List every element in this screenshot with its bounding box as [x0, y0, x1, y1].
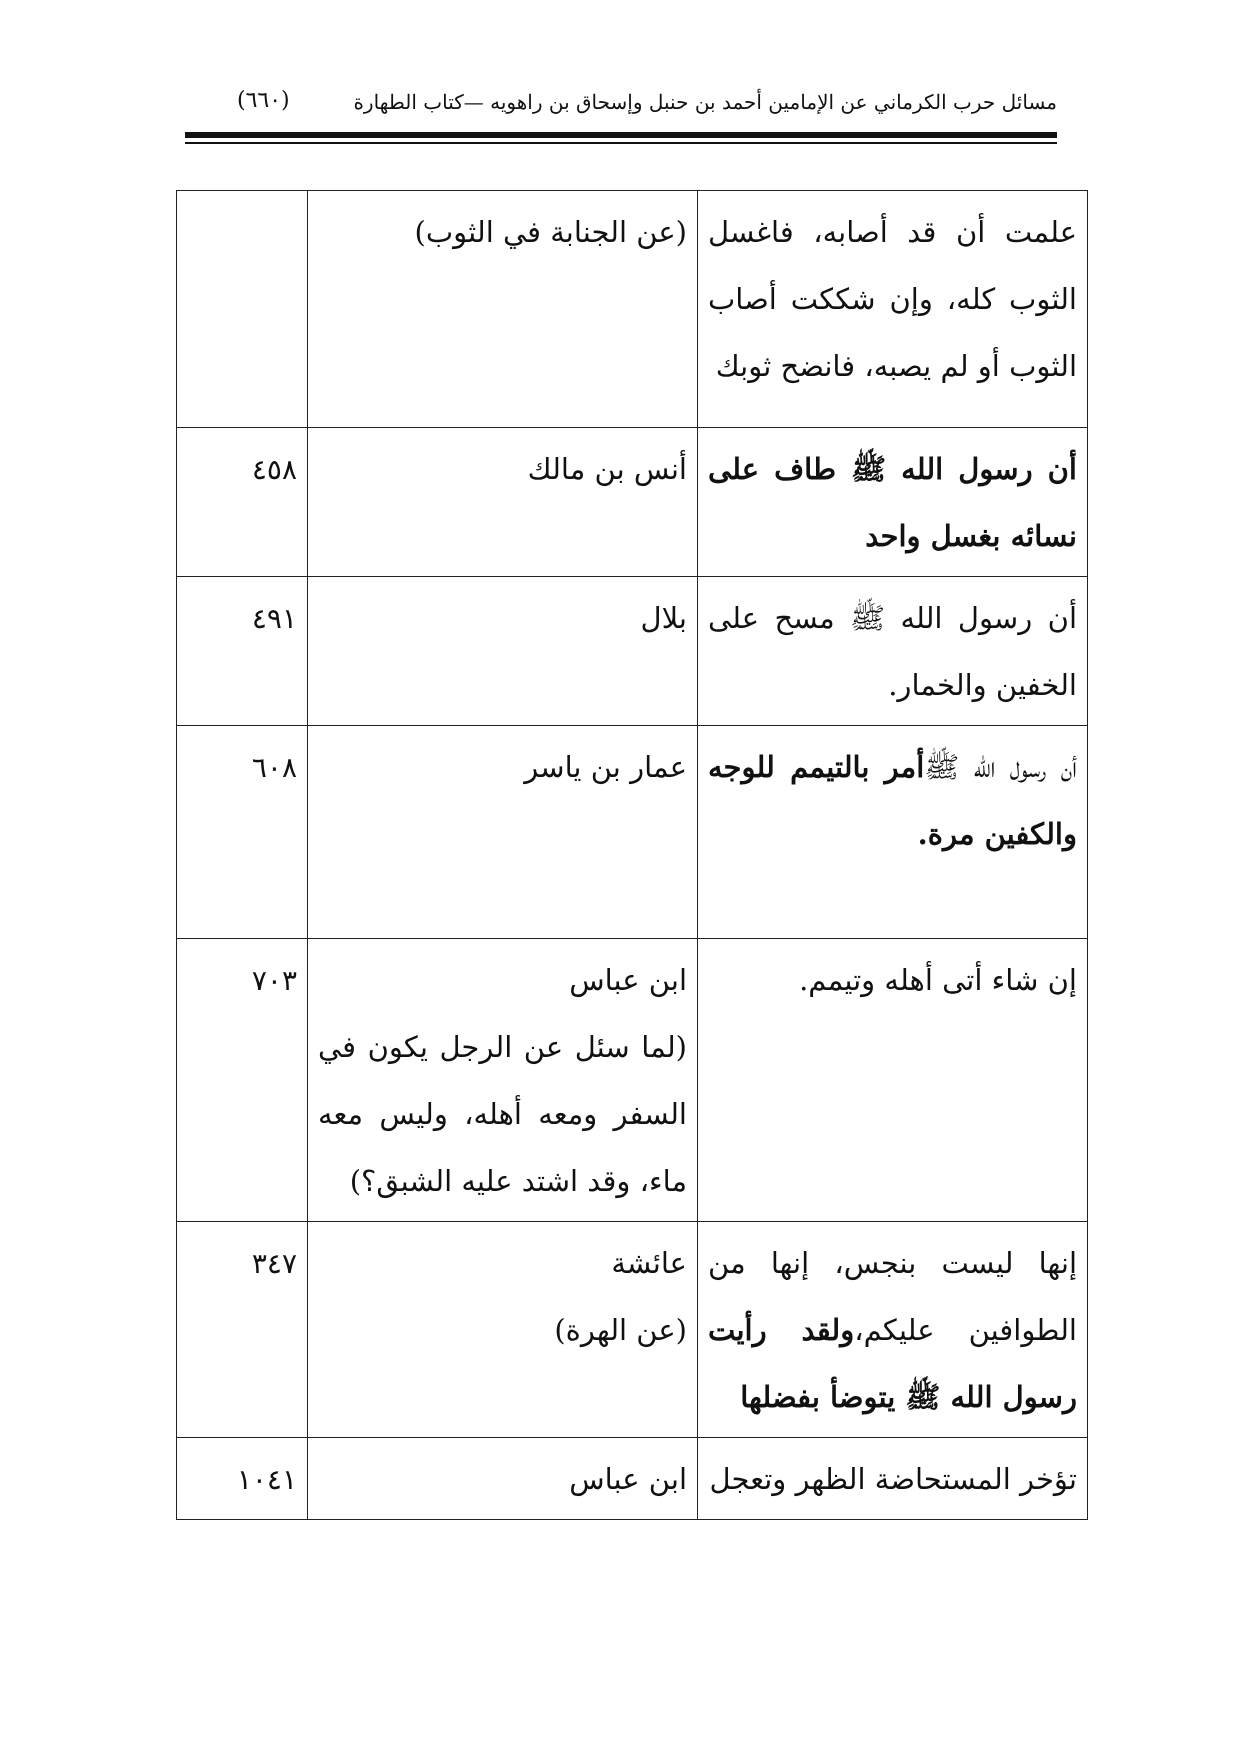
- hadith-text: علمت أن قد أصابه، فاغسل الثوب كله، وإن شككت أصاب الثوب أو لم يصبه، فانضح ثوبك: [708, 215, 1077, 383]
- hadith-text-part: أن رسول الله ﷺ: [924, 750, 1077, 784]
- narrator-cell: [308, 1222, 698, 1438]
- hadith-text: إن شاء أتى أهله وتيمم.: [799, 963, 1077, 997]
- number-cell: [177, 1222, 308, 1438]
- narrator-cell: [308, 939, 698, 1222]
- table-row: [177, 1222, 1088, 1438]
- hadith-text-cell: [698, 726, 1088, 939]
- number-cell: [177, 191, 308, 428]
- hadith-text: أن رسول الله ﷺ طاف على نسائه بغسل واحد: [708, 452, 1077, 553]
- header-rule-thin: [185, 142, 1057, 144]
- hadith-text-cell: [698, 191, 1088, 428]
- narrator-cell: [308, 726, 698, 939]
- hadith-text-cell: [698, 939, 1088, 1222]
- table-row: [177, 428, 1088, 577]
- table-row: [177, 1438, 1088, 1520]
- narrator-name: ابن عباس: [569, 1462, 687, 1496]
- narrator-cell: [308, 191, 698, 428]
- hadith-text: أن رسول الله ﷺ مسح على الخفين والخمار.: [708, 601, 1077, 702]
- hadith-number: ٣٤٧: [251, 1247, 297, 1280]
- hadith-text-part: إنها ليست بنجس، إنها من الطوافين عليكم،: [708, 1246, 1077, 1347]
- hadith-number: ٧٠٣: [251, 964, 297, 997]
- number-cell: [177, 726, 308, 939]
- table-row: [177, 939, 1088, 1222]
- narrator-cell: [308, 577, 698, 726]
- hadith-number: ٤٩١: [251, 602, 297, 635]
- hadith-number: ٦٠٨: [251, 751, 297, 784]
- number-cell: [177, 428, 308, 577]
- narrator-note: (عن الجنابة في الثوب): [414, 215, 687, 249]
- header-rule-thick: [185, 132, 1057, 138]
- number-cell: [177, 577, 308, 726]
- narrator-name: عمار بن ياسر: [524, 750, 687, 784]
- narrator-note: (عن الهرة): [554, 1313, 687, 1347]
- narrator-name: أنس بن مالك: [527, 452, 687, 486]
- hadith-text-cell: [698, 428, 1088, 577]
- number-cell: [177, 1438, 308, 1520]
- hadith-number: ٤٥٨: [251, 453, 297, 486]
- hadith-text-part-bold: أمر بالتيمم للوجه والكفين مرة.: [708, 750, 1077, 851]
- narrator-name: ابن عباس: [569, 963, 687, 997]
- narrator-name: عائشة: [611, 1246, 687, 1280]
- narrator-name: بلال: [640, 601, 687, 635]
- narrator-cell: [308, 1438, 698, 1520]
- page-header: [185, 86, 1057, 126]
- hadith-index-table-wrap: [176, 190, 1077, 1520]
- page-number: (٦٦٠): [237, 88, 290, 113]
- running-title: مسائل حرب الكرماني عن الإمامين أحمد بن حنبل وإسحاق بن راهويه —كتاب الطهارة: [353, 90, 1057, 114]
- hadith-text-cell: [698, 1438, 1088, 1520]
- table-row: [177, 191, 1088, 428]
- hadith-number: ١٠٤١: [236, 1463, 297, 1496]
- hadith-text: تؤخر المستحاضة الظهر وتعجل: [709, 1462, 1077, 1496]
- hadith-text-part-bold: ولقد رأيت رسول الله ﷺ يتوضأ بفضلها: [708, 1313, 1077, 1414]
- hadith-text-cell: [698, 1222, 1088, 1438]
- table-row: [177, 726, 1088, 939]
- hadith-text-cell: [698, 577, 1088, 726]
- table-row: [177, 577, 1088, 726]
- narrator-cell: [308, 428, 698, 577]
- narrator-note: (لما سئل عن الرجل يكون في السفر ومعه أهله، وليس معه ماء، وقد اشتد عليه الشبق؟): [318, 1030, 687, 1198]
- hadith-index-table: [176, 190, 1088, 1520]
- number-cell: [177, 939, 308, 1222]
